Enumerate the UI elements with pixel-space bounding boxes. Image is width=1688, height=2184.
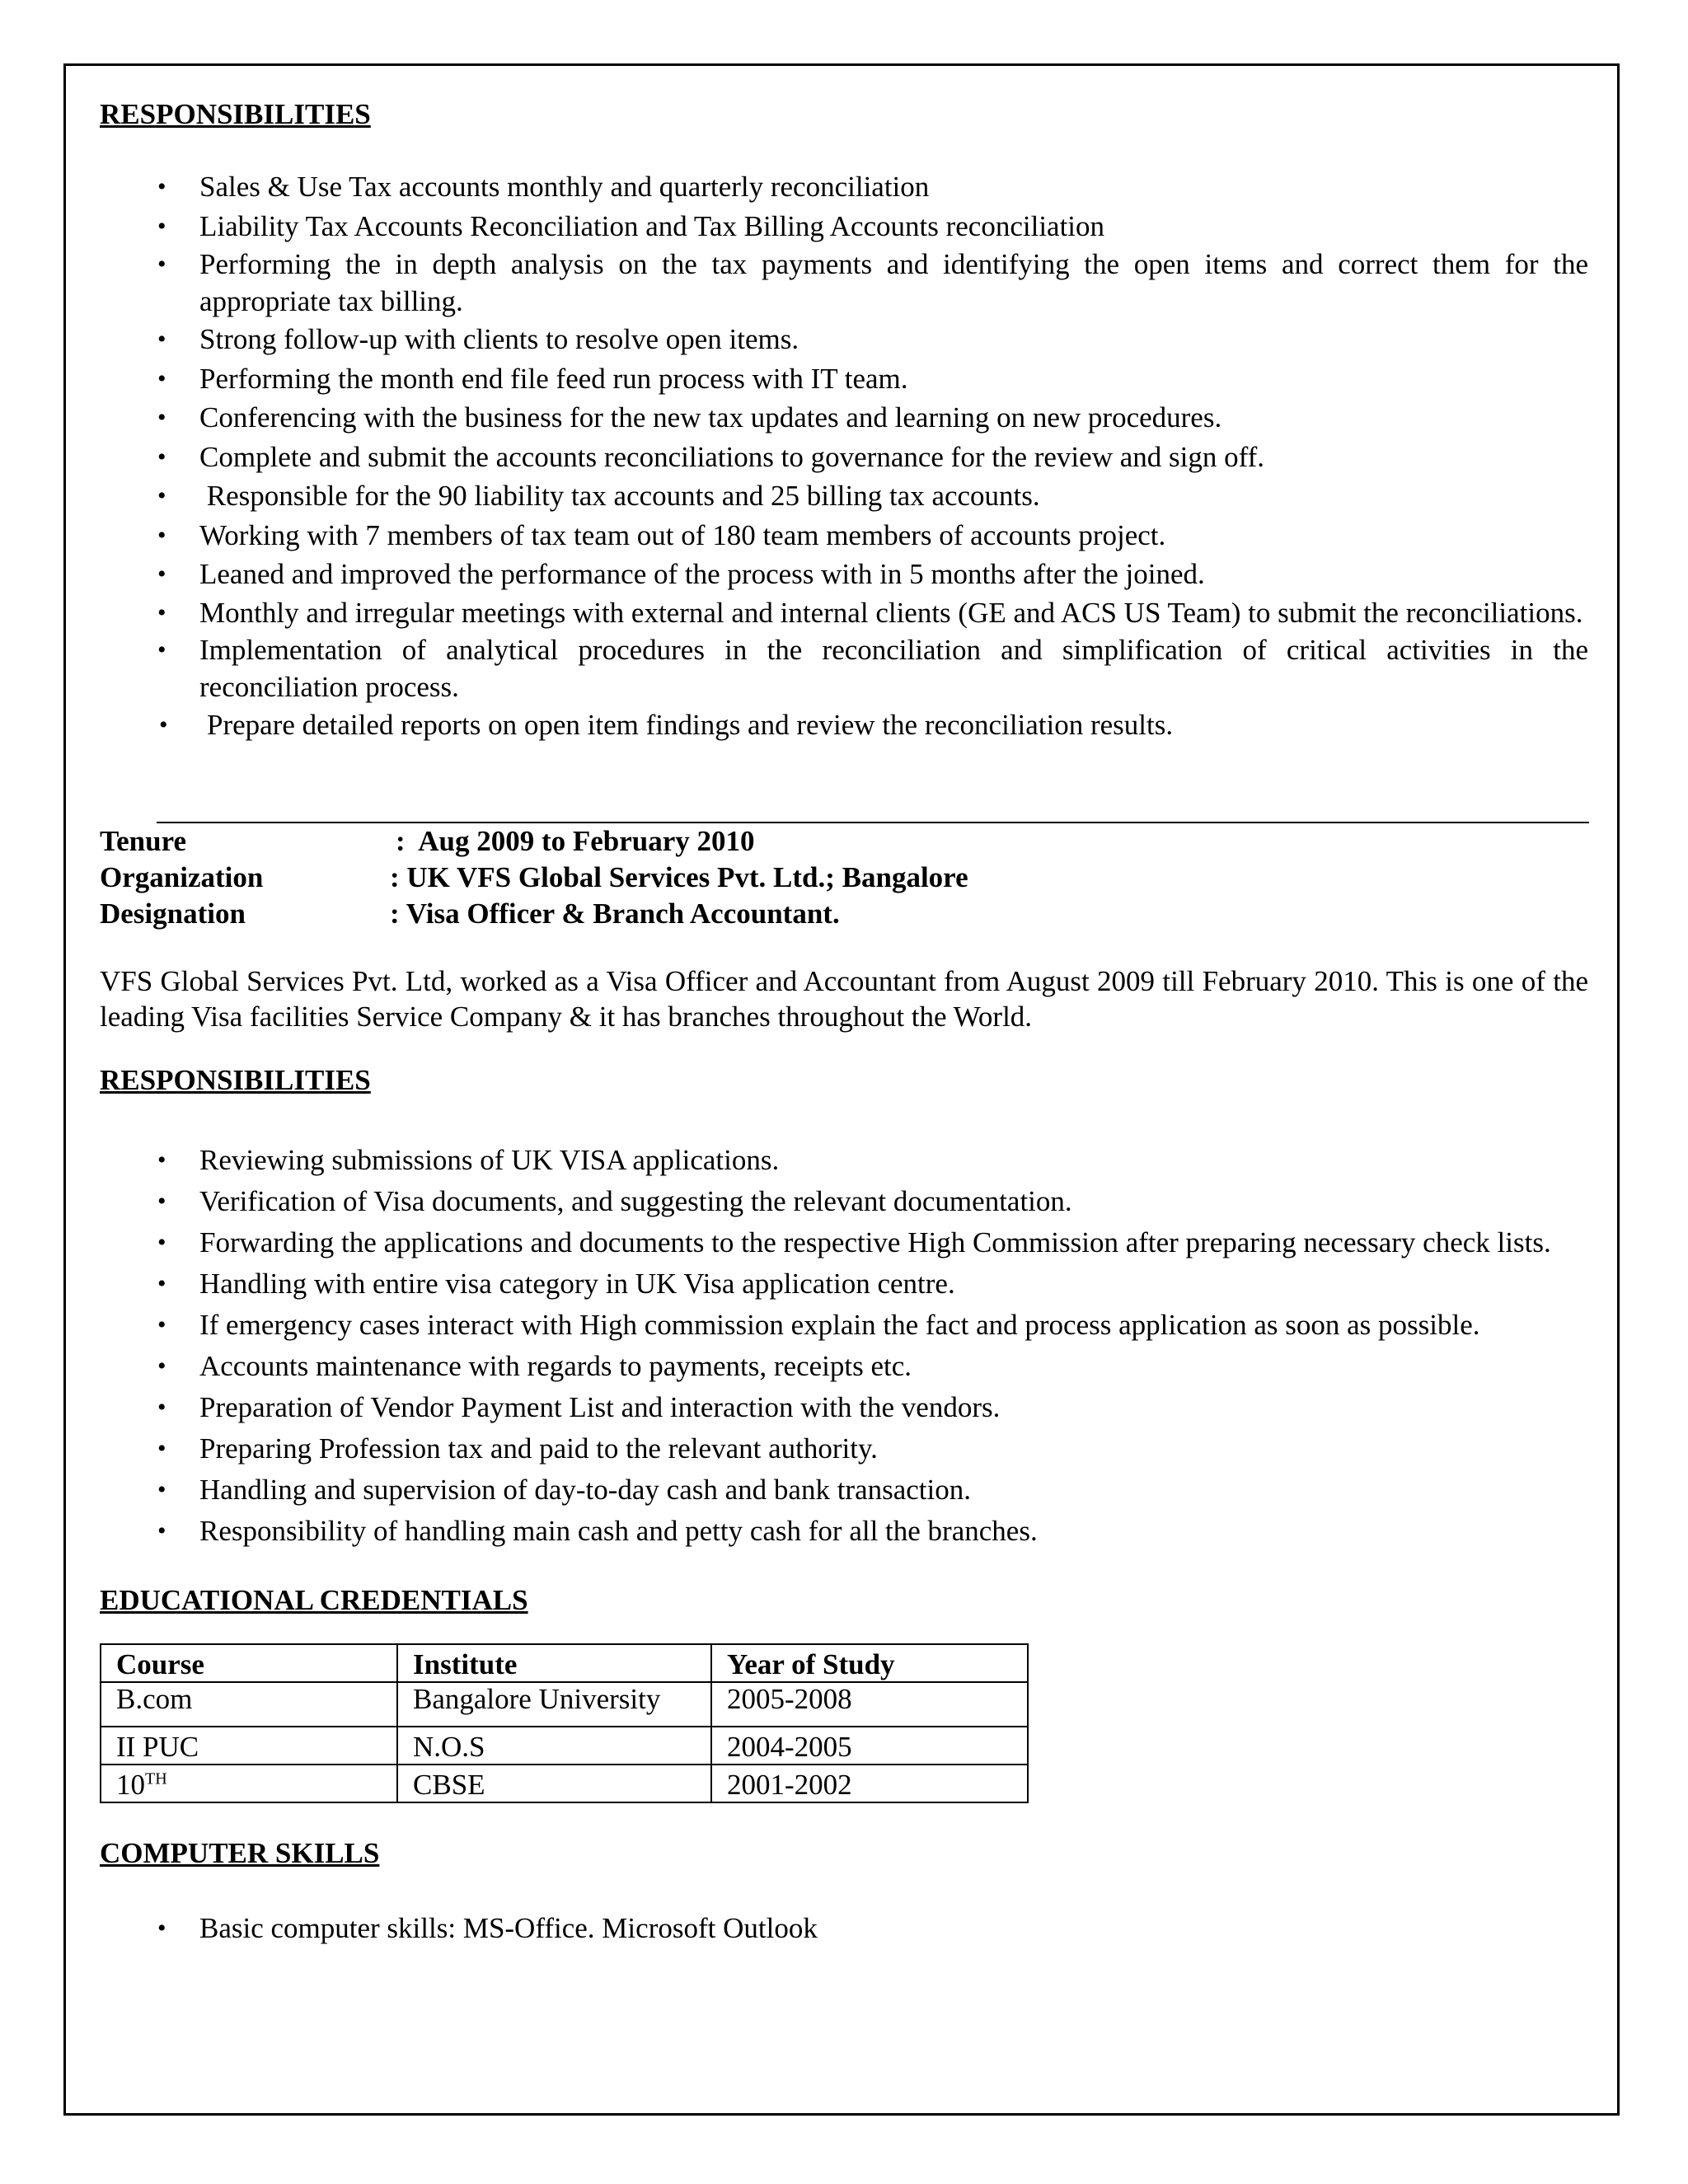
bullet-icon: • <box>157 560 166 588</box>
list-item: • Liability Tax Accounts Reconciliation and Tax Billing Accounts reconciliation <box>100 207 1588 246</box>
table-cell: Bangalore University <box>397 1682 711 1727</box>
education-heading: EDUCATIONAL CREDENTIALS <box>100 1584 528 1616</box>
list-item: • Prepare detailed reports on open item findings and review the reconciliation results. <box>100 705 1588 745</box>
education-table <box>100 1643 1029 1803</box>
table-cell: 2004-2005 <box>711 1727 1028 1765</box>
computer-skills-list <box>100 1910 1588 1947</box>
bullet-icon: • <box>157 326 166 353</box>
tenure-value: : Aug 2009 to February 2010 <box>396 825 755 857</box>
job-summary: VFS Global Services Pvt. Ltd, worked as a Visa Officer and Accountant from August 2009 till February 2010. This is one of the leading Visa facilities Service Company & it has branches throughout the World. <box>100 965 1588 1033</box>
table-cell: CBSE <box>397 1765 711 1802</box>
list-item: • Forwarding the applications and documents to the respective High Commission after preparing necessary check lists. <box>100 1222 1588 1263</box>
table-header-row <box>101 1644 1028 1682</box>
superscript: TH <box>145 1769 167 1788</box>
bullet-icon: • <box>157 1915 166 1942</box>
responsibilities-list-2 <box>100 1140 1588 1552</box>
list-item: • Sales & Use Tax accounts monthly and quarterly reconciliation <box>100 167 1588 207</box>
bullet-icon: • <box>157 1394 166 1421</box>
list-item: • Performing the in depth analysis on the tax payments and identifying the open items and correct them for the appropriate tax billing. <box>100 246 1588 320</box>
bullet-icon: • <box>157 1270 166 1297</box>
column-header: Year of Study <box>711 1644 1028 1682</box>
tenure-row <box>100 823 1588 860</box>
bullet-icon: • <box>157 1229 166 1256</box>
column-header: Course <box>101 1644 397 1682</box>
bullet-icon: • <box>157 173 166 200</box>
list-item: • Preparation of Vendor Payment List and interaction with the vendors. <box>100 1387 1588 1428</box>
bullet-icon: • <box>157 1352 166 1380</box>
organization-row <box>100 860 1588 896</box>
responsibilities-heading-1: RESPONSIBILITIES <box>100 98 371 130</box>
table-row <box>101 1765 1028 1802</box>
list-item: • Complete and submit the accounts reconciliations to governance for the review and sign off. <box>100 438 1588 477</box>
list-item: • Working with 7 members of tax team out of 180 team members of accounts project. <box>100 516 1588 555</box>
bullet-icon: • <box>157 1517 166 1544</box>
computer-skills-heading: COMPUTER SKILLS <box>100 1837 380 1869</box>
designation-row <box>100 896 1588 932</box>
table-cell: B.com <box>101 1682 397 1727</box>
table-cell: 2005-2008 <box>711 1682 1028 1727</box>
table-cell: 10TH <box>101 1765 397 1802</box>
bullet-icon: • <box>157 1311 166 1338</box>
bullet-icon: • <box>157 635 166 663</box>
table-cell: 2001-2002 <box>711 1765 1028 1802</box>
list-item: • Responsible for the 90 liability tax accounts and 25 billing tax accounts. <box>100 476 1588 516</box>
list-item: • Responsibility of handling main cash and petty cash for all the branches. <box>100 1511 1588 1552</box>
table-row <box>101 1727 1028 1765</box>
list-item: • Implementation of analytical procedures in the reconciliation and simplification of critical activities in the reconciliation process. <box>100 631 1588 705</box>
designation-label: Designation <box>100 898 246 930</box>
list-item: • Accounts maintenance with regards to payments, receipts etc. <box>100 1346 1588 1387</box>
bullet-icon: • <box>157 521 166 549</box>
responsibilities-heading-2: RESPONSIBILITIES <box>100 1064 371 1096</box>
bullet-icon: • <box>157 1146 166 1174</box>
table-row <box>101 1682 1028 1727</box>
responsibilities-list-1 <box>100 167 1588 744</box>
table-cell: N.O.S <box>397 1727 711 1765</box>
bullet-icon: • <box>157 1476 166 1503</box>
designation-value: : Visa Officer & Branch Accountant. <box>390 898 840 930</box>
bullet-icon: • <box>157 598 166 626</box>
bullet-icon: • <box>157 443 166 471</box>
list-item: • If emergency cases interact with High commission explain the fact and process application as soon as possible. <box>100 1305 1588 1346</box>
list-item: • Performing the month end file feed run process with IT team. <box>100 359 1588 399</box>
list-item: • Monthly and irregular meetings with external and internal clients (GE and ACS US Team) to submit the reconciliations. <box>100 594 1588 631</box>
job-info <box>100 823 1588 932</box>
section-divider <box>157 822 1589 823</box>
bullet-icon: • <box>159 710 168 738</box>
bullet-icon: • <box>157 404 166 431</box>
list-item: • Leaned and improved the performance of the process with in 5 months after the joined. <box>100 555 1588 594</box>
bullet-icon: • <box>157 1435 166 1462</box>
organization-label: Organization <box>100 861 264 893</box>
bullet-icon: • <box>157 364 166 392</box>
list-item: • Handling with entire visa category in UK Visa application centre. <box>100 1263 1588 1305</box>
column-header: Institute <box>397 1644 711 1682</box>
list-item: • Reviewing submissions of UK VISA applications. <box>100 1140 1588 1181</box>
list-item: • Basic computer skills: MS-Office. Microsoft Outlook <box>100 1910 1588 1947</box>
list-item: • Verification of Visa documents, and suggesting the relevant documentation. <box>100 1181 1588 1222</box>
table-cell: II PUC <box>101 1727 397 1765</box>
list-item: • Preparing Profession tax and paid to the relevant authority. <box>100 1428 1588 1469</box>
list-item: • Handling and supervision of day-to-day cash and bank transaction. <box>100 1469 1588 1511</box>
organization-value: : UK VFS Global Services Pvt. Ltd.; Bangalore <box>390 861 968 893</box>
bullet-icon: • <box>157 482 166 509</box>
tenure-label: Tenure <box>100 825 187 857</box>
list-item: • Conferencing with the business for the new tax updates and learning on new procedures. <box>100 398 1588 438</box>
bullet-icon: • <box>157 212 166 240</box>
resume-page <box>100 96 1588 1947</box>
bullet-icon: • <box>157 251 166 278</box>
bullet-icon: • <box>157 1188 166 1215</box>
list-item: • Strong follow-up with clients to resolve open items. <box>100 320 1588 359</box>
